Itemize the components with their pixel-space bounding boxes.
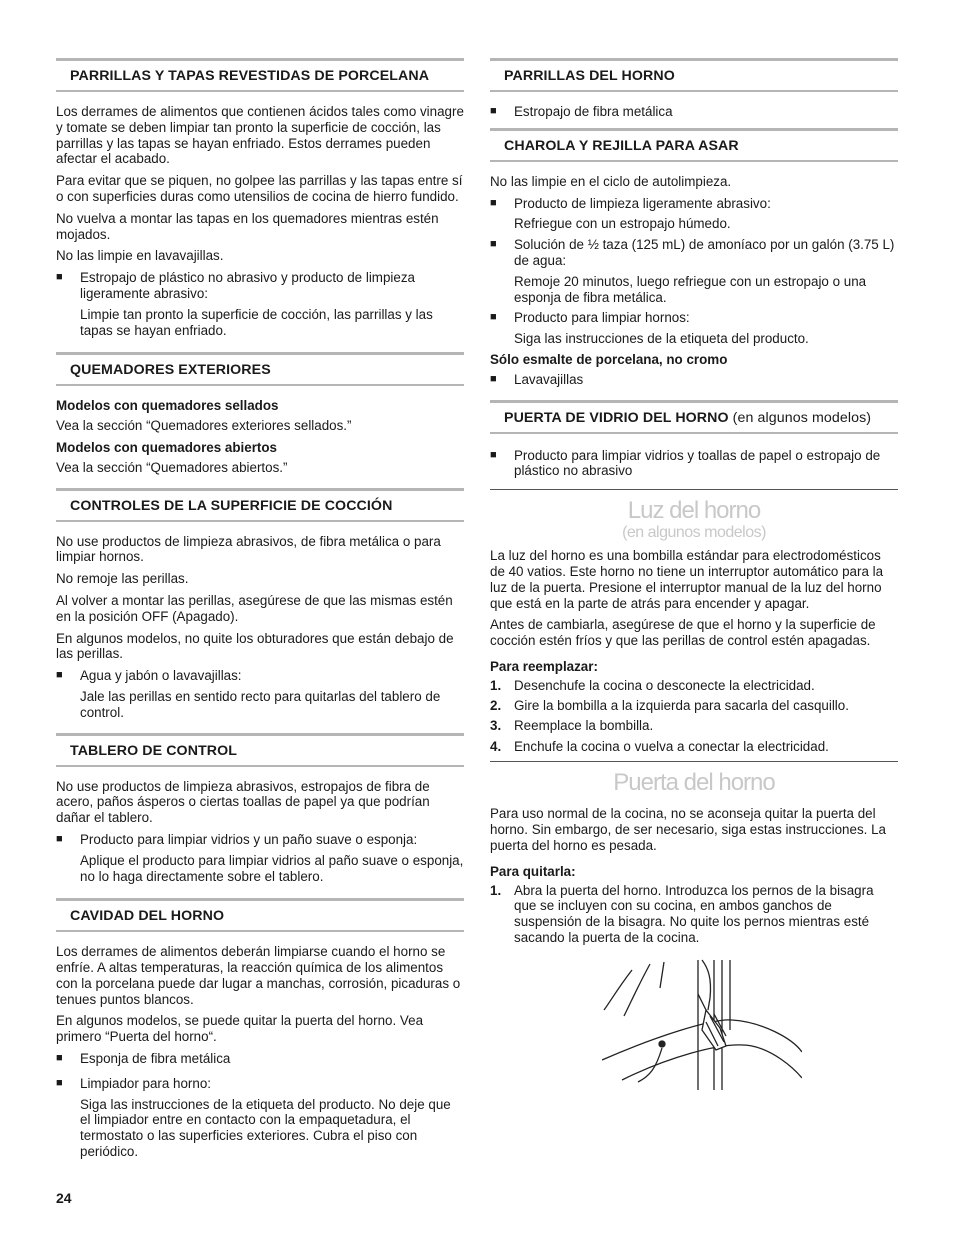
page-number: 24	[56, 1190, 72, 1206]
bullet-detail: Limpie tan pronto la superficie de cocción, las parrillas y las tapas se hayan enfriado.	[80, 306, 433, 338]
bullet-item: ■ Solución de ½ taza (125 mL) de amoníaco por un galón (3.75 L) de agua:	[490, 237, 895, 268]
steps-label: Para quitarla:	[490, 863, 576, 879]
paragraph: No vuelva a montar las tapas en los quemadores mientras estén mojados.	[56, 210, 439, 242]
bullet-detail: Refriegue con un estropajo húmedo.	[514, 216, 731, 232]
bullet-square-icon: ■	[490, 105, 497, 117]
paragraph: Vea la sección “Quemadores abiertos.”	[56, 459, 288, 475]
step-item: 3. Reemplace la bombilla.	[490, 718, 654, 734]
step-item: 1. Abra la puerta del horno. Introduzca los pernos de la bisagra que se incluyen con su cocina, en ambos ganchos de suspensión de la bisagra. No quite los pernos mientras esté sacando la puerta de la cocina.	[490, 882, 874, 945]
section-heading: CHAROLA Y REJILLA PARA ASAR	[490, 128, 898, 162]
bullet-item: ■ Esponja de fibra metálica	[56, 1051, 231, 1067]
paragraph: No remoje las perillas.	[56, 571, 189, 587]
step-item: 2. Gire la bombilla a la izquierda para sacarla del casquillo.	[490, 698, 849, 714]
step-item: 1. Desenchufe la cocina o desconecte la electricidad.	[490, 677, 815, 693]
bullet-square-icon: ■	[490, 238, 497, 251]
section-title-oven-door: Puerta del horno	[613, 769, 775, 797]
bullet-item: ■ Estropajo de fibra metálica	[490, 104, 673, 119]
divider	[490, 761, 898, 762]
section-heading: PARRILLAS DEL HORNO	[490, 58, 898, 92]
bullet-item: ■ Agua y jabón o lavavajillas:	[56, 668, 242, 684]
bullet-item: ■ Producto para limpiar vidrios y un paño suave o esponja:	[56, 831, 418, 847]
paragraph: En algunos modelos, se puede quitar la puerta del horno. Vea primero “Puerta del horno“.	[56, 1013, 424, 1045]
bullet-detail: Siga las instrucciones de la etiqueta del producto.	[514, 331, 809, 347]
paragraph: No use productos de limpieza abrasivos, de fibra metálica o para limpiar hornos.	[56, 533, 441, 565]
section-heading: QUEMADORES EXTERIORES	[56, 352, 464, 386]
paragraph: Para uso normal de la cocina, no se aconseja quitar la puerta del horno. Sin embargo, de ser necesario, siga estas instrucciones. La puerta del horno es pesada.	[490, 806, 886, 854]
divider	[490, 489, 898, 490]
paragraph: Vea la sección “Quemadores exteriores sellados.”	[56, 418, 352, 434]
paragraph: No las limpie en el ciclo de autolimpieza.	[490, 173, 732, 189]
bullet-square-icon: ■	[56, 1076, 63, 1089]
bullet-item: ■ Lavavajillas	[490, 371, 584, 387]
steps-label: Para reemplazar:	[490, 658, 598, 674]
bullet-item: ■ Limpiador para horno:	[56, 1075, 212, 1091]
right-column	[490, 58, 898, 1090]
paragraph: Los derrames de alimentos que contienen ácidos tales como vinagre y tomate se deben limpiar tan pronto la superficie de cocción, las parrillas y las tapas se hayan enfriado. Estos derrames pueden afectar el acabado.	[56, 104, 464, 167]
bullet-square-icon: ■	[56, 271, 63, 284]
paragraph: La luz del horno es una bombilla estándar para electrodomésticos de 40 vatios. Este horno no tiene un interruptor automático para la luz de la puerta. Presione el interruptor manual de la luz del horno que está en la parte de atrás para encender y apagar.	[490, 548, 884, 611]
paragraph: No las limpie en lavavajillas.	[56, 248, 224, 264]
subheading: Modelos con quemadores abiertos	[56, 439, 277, 455]
section-title-oven-light: Luz del horno	[627, 497, 761, 525]
paragraph: Para evitar que se piquen, no golpee las parrillas y las tapas entre sí o con superficies duras como utensilios de cocina de hierro fundido.	[56, 173, 463, 204]
step-item: 4. Enchufe la cocina o vuelva a conectar la electricidad.	[490, 738, 829, 754]
section-heading: PARRILLAS Y TAPAS REVESTIDAS DE PORCELANA	[56, 58, 464, 92]
section-heading: TABLERO DE CONTROL	[56, 733, 464, 767]
bullet-detail: Aplique el producto para limpiar vidrios al paño suave o esponja, no lo haga directamente sobre el tablero.	[80, 852, 464, 884]
bullet-item: ■ Producto para limpiar hornos:	[490, 310, 690, 326]
bullet-square-icon: ■	[56, 1052, 63, 1065]
bullet-square-icon: ■	[490, 372, 497, 385]
bullet-detail: Remoje 20 minutos, luego refriegue con un estropajo o una esponja de fibra metálica.	[514, 273, 867, 305]
bullet-square-icon: ■	[490, 311, 497, 324]
section-heading: PUERTA DE VIDRIO DEL HORNO (en algunos modelos)	[490, 400, 898, 434]
section-heading: CAVIDAD DEL HORNO	[56, 898, 464, 932]
bullet-square-icon: ■	[490, 448, 497, 461]
section-subtitle: (en algunos modelos)	[622, 524, 766, 542]
bullet-square-icon: ■	[56, 669, 63, 682]
subheading: Sólo esmalte de porcelana, no cromo	[490, 351, 728, 367]
paragraph: Al volver a montar las perillas, asegúrese de que las mismas estén en la posición OFF (Apagado).	[56, 592, 453, 624]
subheading: Modelos con quemadores sellados	[56, 398, 279, 414]
bullet-detail: Jale las perillas en sentido recto para quitarlas del tablero de control.	[80, 688, 441, 720]
bullet-square-icon: ■	[56, 832, 63, 845]
paragraph: No use productos de limpieza abrasivos, estropajos de fibra de acero, paños ásperos o ciertas toallas de papel ya que podrían dañar el tablero.	[56, 778, 430, 826]
paragraph: Los derrames de alimentos deberán limpiarse cuando el horno se enfríe. A altas temperaturas, la reacción química de los alimentos con la porcelana puede dar lugar a manchas, corrosión, picaduras o tenues puntos blancos.	[56, 944, 461, 1007]
bullet-square-icon: ■	[490, 196, 497, 209]
bullet-detail: Siga las instrucciones de la etiqueta del producto. No deje que el limpiador entre en contacto con la empaquetadura, el termostato o las superficies exteriores. Cubra el piso con periódico.	[80, 1096, 451, 1160]
bullet-item: ■ Estropajo de plástico no abrasivo y producto de limpieza ligeramente abrasivo:	[56, 270, 415, 301]
paragraph: Antes de cambiarla, asegúrese de que el horno y la superficie de cocción estén fríos y que las perillas de control estén apagadas.	[490, 617, 876, 649]
bullet-item: ■ Producto de limpieza ligeramente abrasivo:	[490, 195, 771, 211]
section-heading: CONTROLES DE LA SUPERFICIE DE COCCIÓN	[56, 488, 464, 522]
left-column	[56, 58, 464, 1168]
door-hinge-illustration	[602, 958, 802, 1090]
paragraph: En algunos modelos, no quite los obturadores que están debajo de las perillas.	[56, 630, 454, 662]
bullet-item: ■ Producto para limpiar vidrios y toallas de papel o estropajo de plástico no abrasivo	[490, 447, 881, 479]
